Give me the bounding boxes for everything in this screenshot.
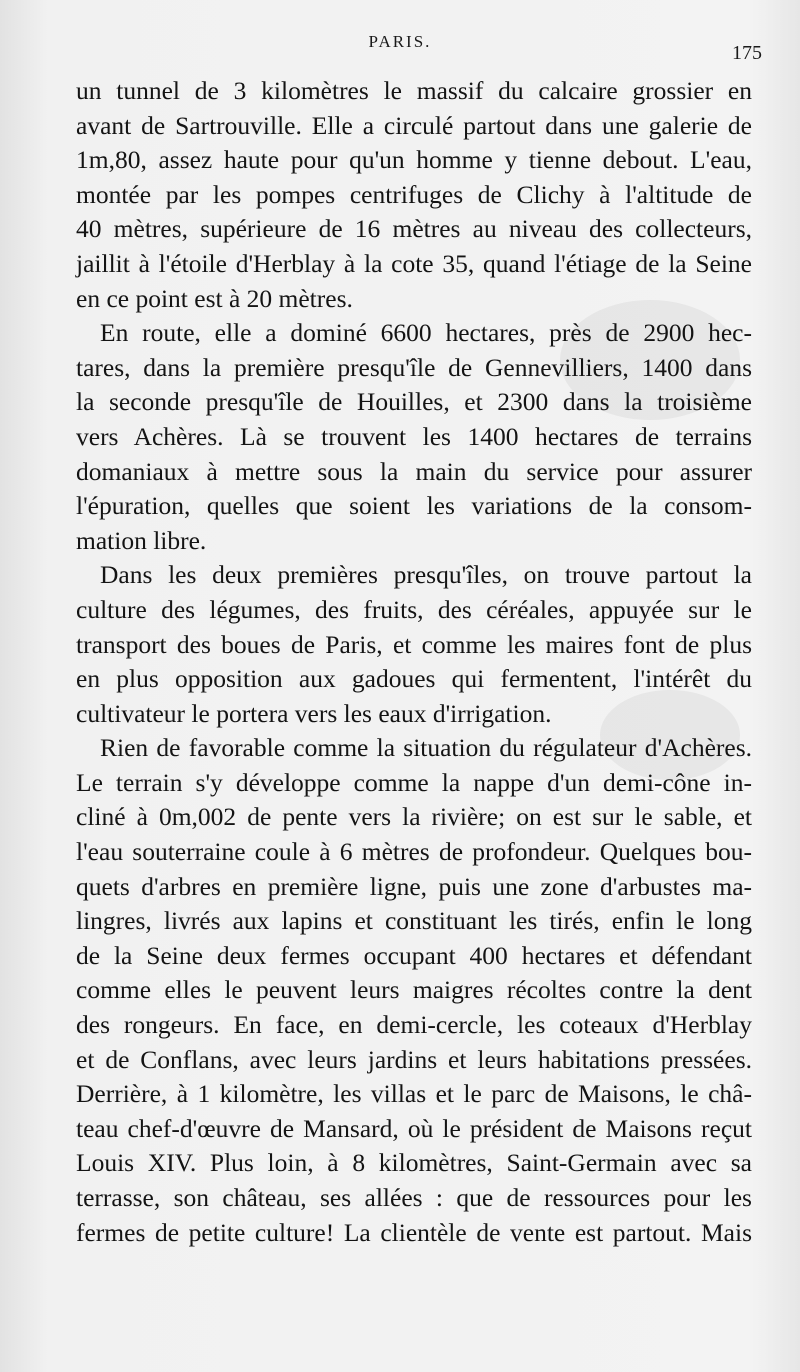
paragraph-1 — [76, 74, 752, 316]
text-line: Louis XIV. Plus loin, à 8 kilomètres, Saint-Germain avec sa — [76, 1148, 752, 1178]
paragraph-2 — [76, 316, 752, 558]
text-line: domaniaux à mettre sous la main du service pour assurer — [76, 456, 752, 486]
page-number: 175 — [732, 42, 762, 64]
text-line: la seconde presqu'île de Houilles, et 2300 dans la troisième — [76, 387, 752, 417]
text-line: vers Achères. Là se trouvent les 1400 hectares de terrains — [76, 421, 752, 451]
text-line: tares, dans la première presqu'île de Gennevilliers, 1400 dans — [76, 352, 752, 382]
text-line: l'épuration, quelles que soient les variations de la consom- — [76, 491, 752, 521]
body-text — [76, 74, 752, 1250]
text-line: cultivateur le portera vers les eaux d'irrigation. — [76, 698, 552, 728]
text-line: un tunnel de 3 kilomètres le massif du calcaire grossier en — [76, 76, 752, 105]
text-line: Rien de favorable comme la situation du régulateur d'Achères. — [100, 733, 752, 763]
text-line: de la Seine deux fermes occupant 400 hectares et défendant — [76, 940, 752, 970]
text-line: teau chef-d'œuvre de Mansard, où le président de Maisons reçut — [76, 1113, 752, 1143]
text-line: 40 mètres, supérieure de 16 mètres au niveau des collecteurs, — [76, 214, 752, 244]
text-line: et de Conflans, avec leurs jardins et leurs habitations pressées. — [76, 1044, 752, 1074]
text-line: quets d'arbres en première ligne, puis une zone d'arbustes ma- — [76, 871, 752, 901]
text-line: jaillit à l'étoile d'Herblay à la cote 35, quand l'étiage de la Seine — [76, 248, 752, 278]
text-line: 1m,80, assez haute pour qu'un homme y tienne debout. L'eau, — [76, 145, 752, 175]
text-line: En route, elle a dominé 6600 hectares, près de 2900 hec- — [100, 318, 752, 348]
text-line: cliné à 0m,002 de pente vers la rivière; on est sur le sable, et — [76, 802, 752, 832]
text-line: des rongeurs. En face, en demi-cercle, les coteaux d'Herblay — [76, 1010, 752, 1040]
text-line: mation libre. — [76, 525, 207, 555]
paragraph-3 — [76, 558, 752, 731]
running-title: PARIS. — [368, 32, 432, 51]
text-line: montée par les pompes centrifuges de Clichy à l'altitude de — [76, 179, 752, 209]
text-line: culture des légumes, des fruits, des céréales, appuyée sur le — [76, 594, 752, 624]
text-line: en ce point est à 20 mètres. — [76, 283, 353, 313]
text-line: l'eau souterraine coule à 6 mètres de profondeur. Quelques bou- — [76, 837, 752, 867]
text-line: en plus opposition aux gadoues qui fermentent, l'intérêt du — [76, 664, 752, 694]
text-line: transport des boues de Paris, et comme les maires font de plus — [76, 629, 752, 659]
text-line: Derrière, à 1 kilomètre, les villas et le parc de Maisons, le châ- — [76, 1079, 752, 1109]
text-line: Dans les deux premières presqu'îles, on trouve partout la — [100, 560, 752, 590]
text-line: avant de Sartrouville. Elle a circulé partout dans une galerie de — [76, 110, 752, 140]
text-line: comme elles le peuvent leurs maigres récoltes contre la dent — [76, 975, 752, 1005]
text-line: lingres, livrés aux lapins et constituant les tirés, enfin le long — [76, 906, 752, 936]
text-line: terrasse, son château, ses allées : que de ressources pour les — [76, 1183, 752, 1212]
text-line: Le terrain s'y développe comme la nappe d'un demi-cône in- — [76, 767, 752, 797]
paragraph-4 — [76, 731, 752, 1250]
text-line: fermes de petite culture! La clientèle de vente est partout. Mais — [76, 1217, 752, 1247]
